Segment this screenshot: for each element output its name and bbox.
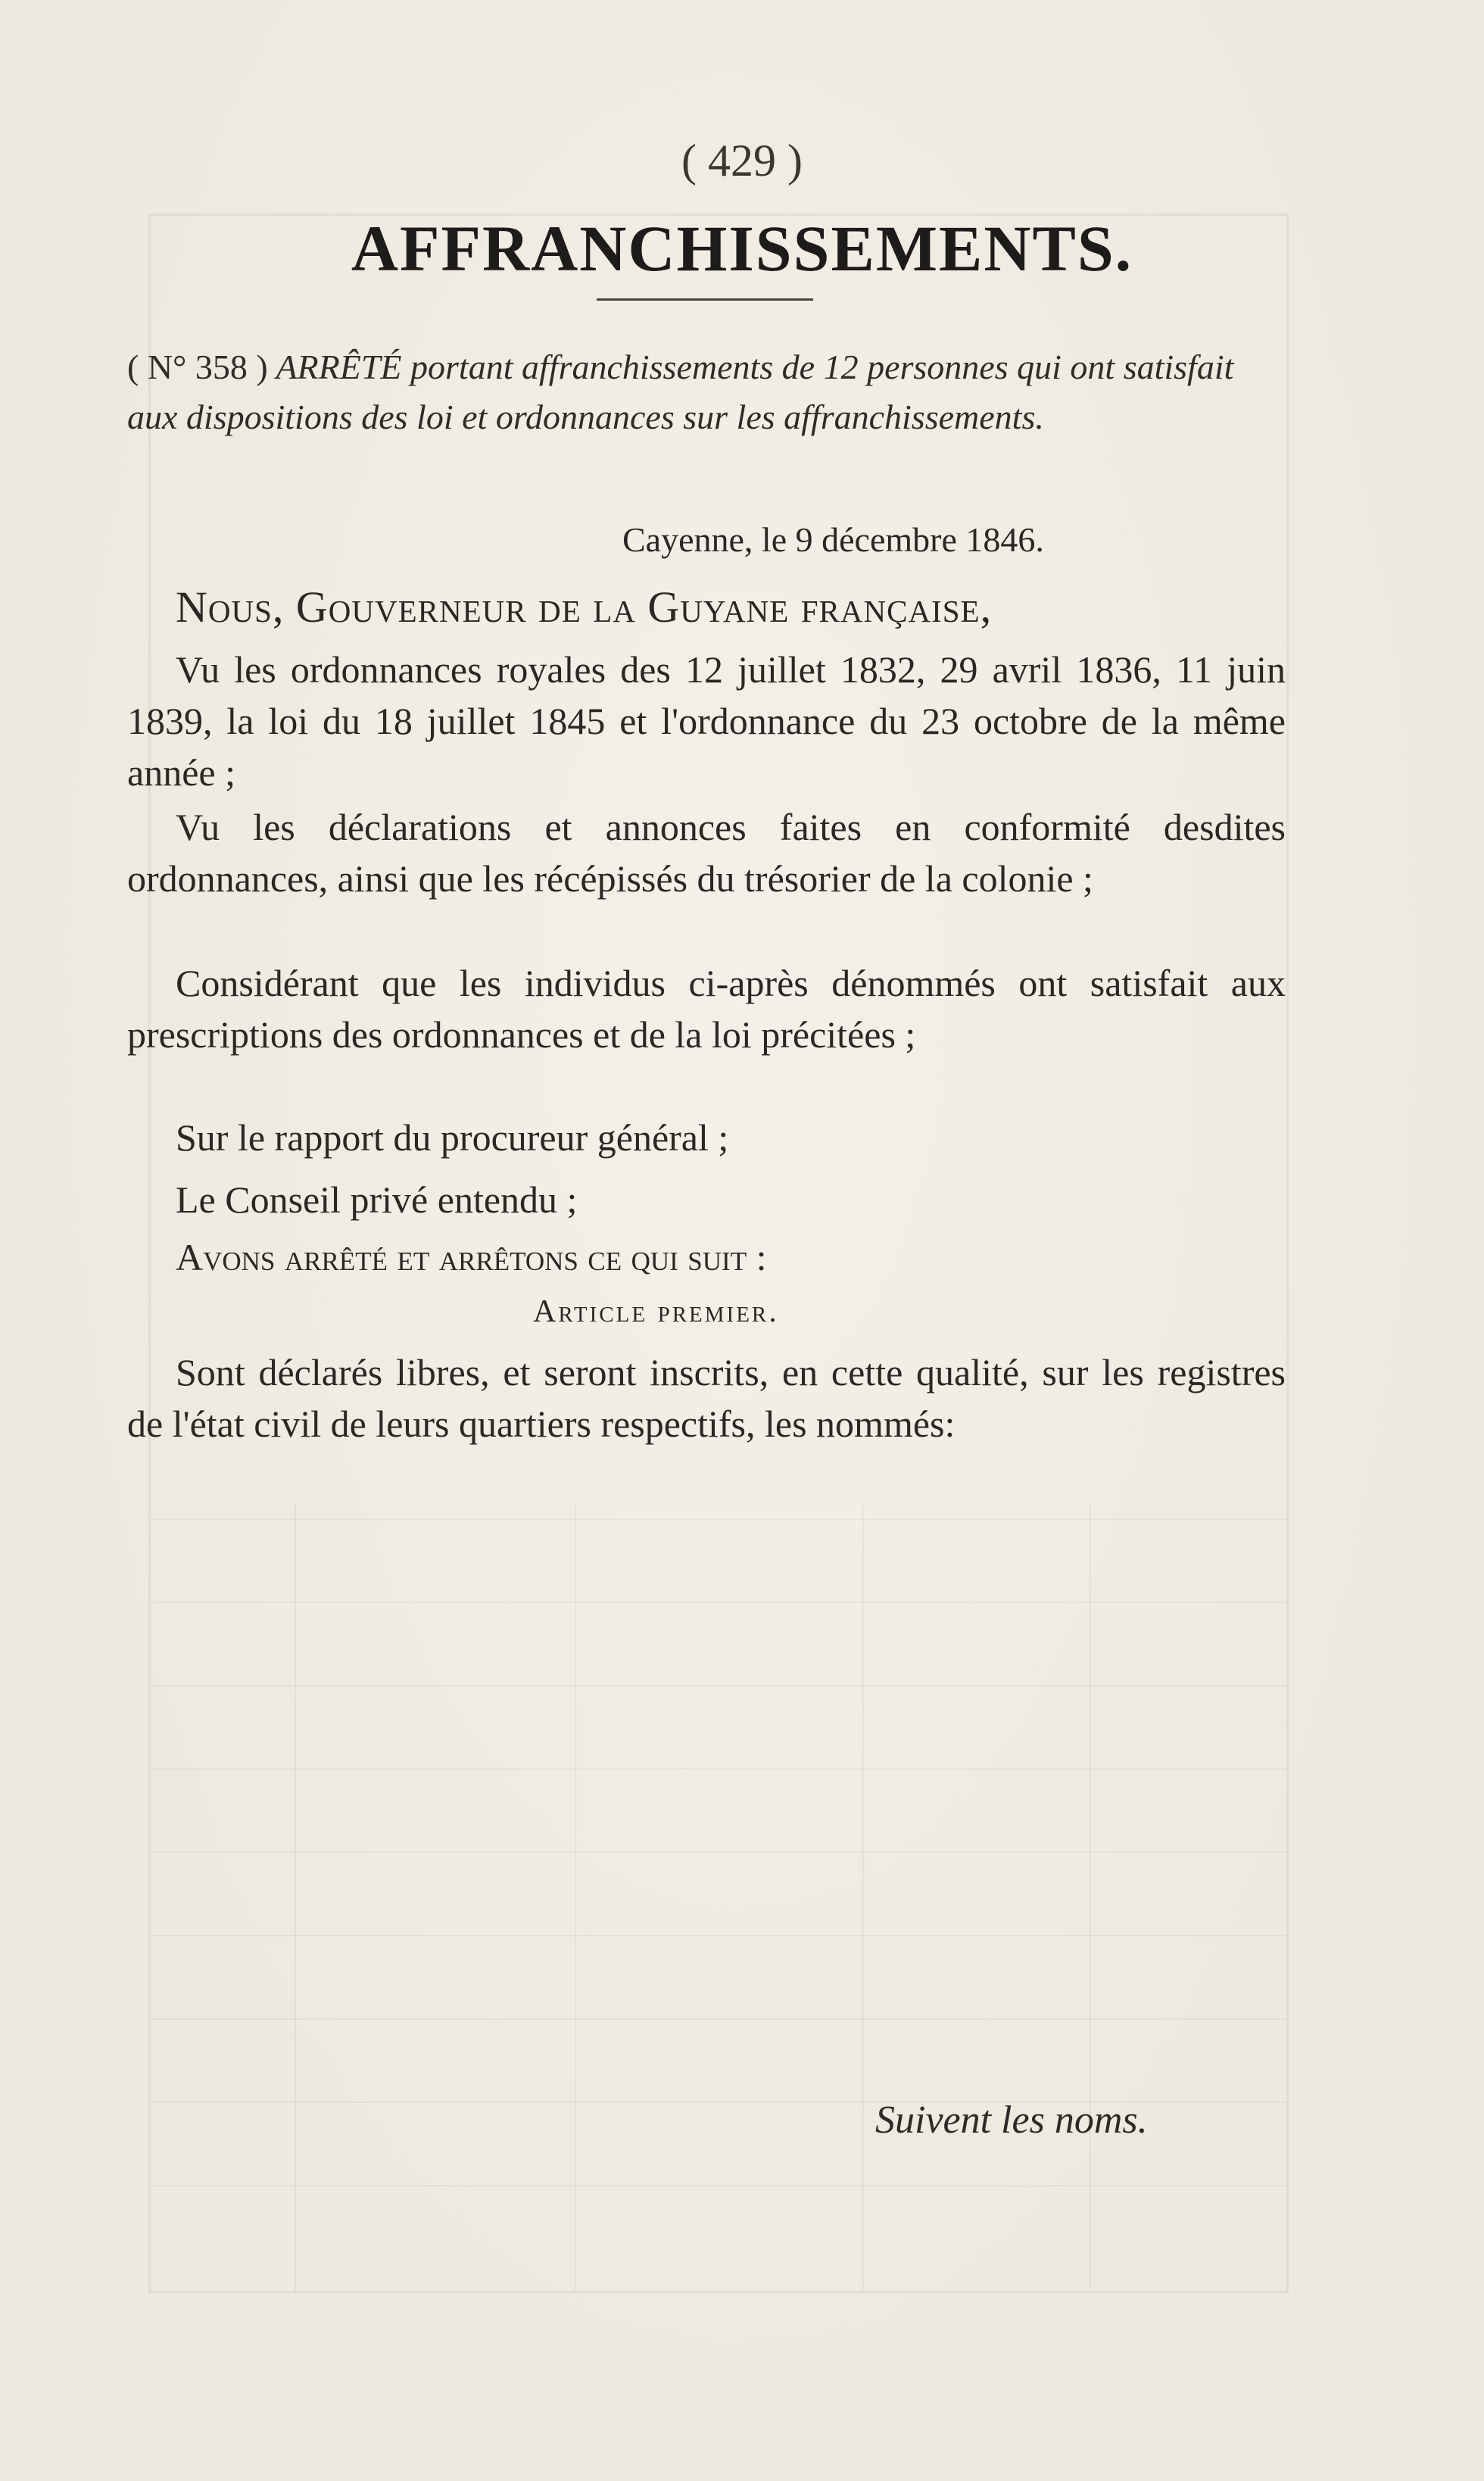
paragraph-rapport: Sur le rapport du procureur général ; [176,1116,729,1159]
title-divider [597,298,813,301]
page-title: AFFRANCHISSEMENTS. [351,212,1133,285]
article-text: Sont déclarés libres, et seront inscrits, en cette qualité, sur les registres de l'état civil de leurs quartiers respectifs, les nommés: [127,1351,1286,1445]
decree-number: ( N° 358 ) [127,348,268,386]
dateline: Cayenne, le 9 décembre 1846. [622,520,1044,559]
paragraph-avons-arrete: Avons arrêté et arrêtons ce qui suit : [176,1236,767,1278]
article-heading: Article premier. [533,1294,779,1329]
footer-note: Suivent les noms. [875,2099,1148,2142]
paragraph-ordonnances: Vu les ordonnances royales des 12 juillet 1832, 29 avril 1836, 11 juin 1839, la loi du 18 juillet 1845 et l'ordonnance du 23 octobre de la même année ; [127,648,1286,794]
paragraph-declarations: Vu les déclarations et annonces faites en conformité desdites ordonnances, ainsi que les récépissés du trésorier de la colonie ; [127,806,1286,900]
decree-summary-text: ARRÊTÉ portant affranchissements de 12 personnes qui ont satisfait aux dispositions des loi et ordonnances sur les affranchissements. [127,348,1234,436]
lead-line: Nous, Gouverneur de la Guyane française, [176,582,993,632]
paragraph-conseil: Le Conseil privé entendu ; [176,1178,578,1221]
paragraph-considerant: Considérant que les individus ci-après dénommés ont satisfait aux prescriptions des ordonnances et de la loi précitées ; [127,962,1286,1056]
page-number: ( 429 ) [681,136,803,186]
decree-summary [127,342,1286,442]
